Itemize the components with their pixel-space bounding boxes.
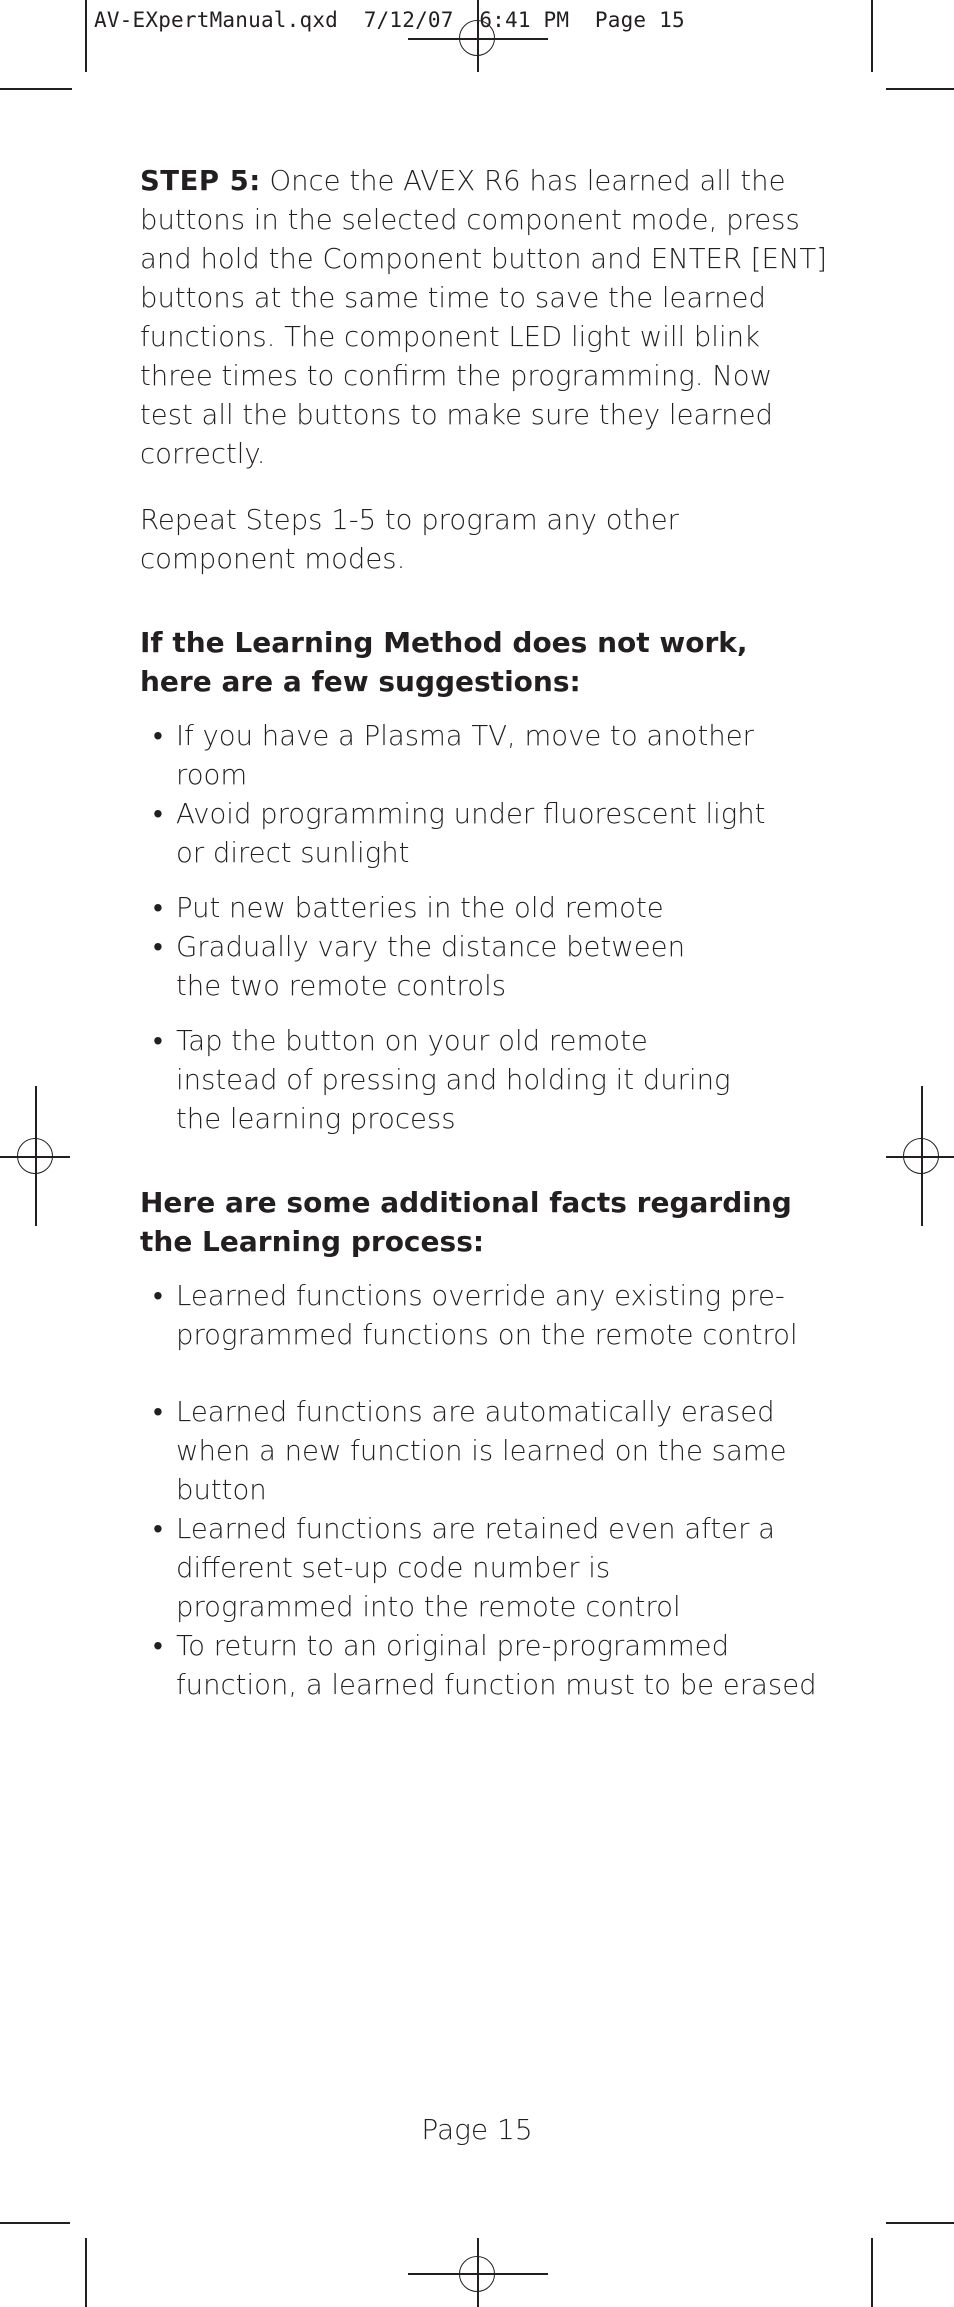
crop-mark-top-right-horizontal [886,88,954,90]
registration-mark-top-circle [459,20,495,56]
facts-heading: Here are some additional facts regarding the Learning process: [140,1186,792,1258]
crop-mark-top-right-vertical [871,0,873,72]
list-item: • Tap the button on your old remote instead of pressing and holding it during the learning process [140,1022,830,1139]
facts-list [140,1277,830,1705]
slug-time: 6:41 PM [479,8,570,32]
bullet-icon: • [153,1630,163,1662]
bullet-icon: • [153,892,163,924]
list-item: • Gradually vary the distance between the two remote controls [140,928,830,1006]
crop-mark-bottom-right-vertical [871,2238,873,2307]
bullet-icon: • [153,1280,163,1312]
step-5-text: Once the AVEX R6 has learned all the buttons in the selected component mode, press and hold the Component button and ENTER [ENT] buttons at the same time to save the learned functions. The component LED light will blink three times to confirm the programming. Now test all the buttons to make sure they learned correctly. [140,165,827,470]
slug-page: Page 15 [594,8,685,32]
bullet-icon: • [153,1513,163,1545]
crop-mark-top-left-vertical [85,0,87,72]
registration-mark-bottom-circle [459,2256,495,2292]
list-item: • Put new batteries in the old remote [140,889,830,928]
printer-slug [94,8,685,32]
list-item: • Avoid programming under fluorescent light or direct sunlight [140,795,830,873]
list-item: • To return to an original pre-programmed function, a learned function must to be erased [140,1627,830,1705]
bullet-icon: • [153,1025,163,1057]
page-number: Page 15 [421,2113,533,2146]
registration-mark-right-circle [903,1138,939,1174]
suggestions-group [140,717,830,873]
bullet-icon: • [153,798,163,830]
crop-mark-bottom-left-horizontal [0,2222,70,2224]
repeat-paragraph: Repeat Steps 1-5 to program any other component modes. [140,504,679,575]
list-item: • Learned functions are automatically erased when a new function is learned on the same button [140,1393,830,1510]
bullet-icon: • [153,1396,163,1428]
suggestions-group [140,1022,830,1139]
step-5-paragraph [140,162,830,474]
bullet-icon: • [153,931,163,963]
suggestions-group [140,889,830,1006]
list-item: • Learned functions are retained even after a different set-up code number is programmed into the remote control [140,1510,830,1627]
list-item: • If you have a Plasma TV, move to another room [140,717,830,795]
page-content [140,162,830,1705]
suggestions-heading: If the Learning Method does not work, here are a few suggestions: [140,626,748,698]
list-item: • Learned functions override any existing pre-programmed functions on the remote control [140,1277,830,1355]
step-5-label: STEP 5: [140,165,261,197]
crop-mark-top-left-horizontal [0,88,72,90]
suggestions-list [140,717,830,1139]
slug-date: 7/12/07 [363,8,454,32]
slug-filename: AV-EXpertManual.qxd [94,8,339,32]
crop-mark-bottom-right-horizontal [886,2222,954,2224]
registration-mark-left-circle [17,1138,53,1174]
crop-mark-bottom-left-vertical [85,2238,87,2307]
bullet-icon: • [153,720,163,752]
